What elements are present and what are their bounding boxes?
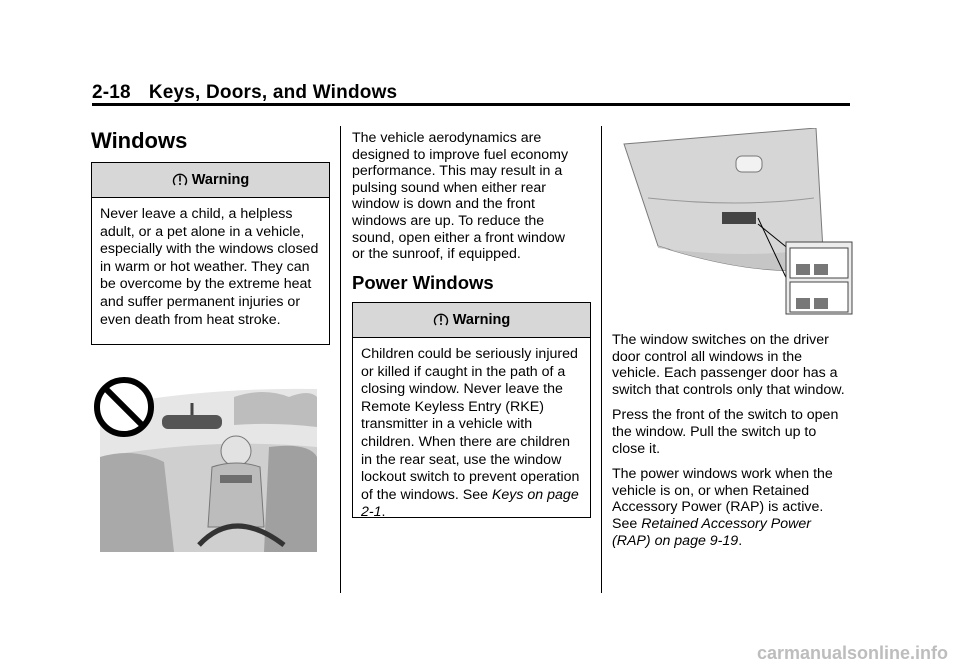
header-rule xyxy=(92,103,850,106)
child-warning-box xyxy=(91,162,330,345)
warning-label: Warning xyxy=(191,172,250,188)
window-switch-text xyxy=(612,332,852,558)
keys-cross-reference[interactable]: Keys on page 2-1 xyxy=(361,486,579,521)
child-in-car-illustration xyxy=(94,367,317,552)
warning-icon xyxy=(433,312,449,328)
warning-text: Never leave a child, a helpless adult, or a pet alone in a vehicle, especially with the windows closed in warm or hot weather. They can be overcome by the extreme heat and suffer permanent injuries or even death from heat stroke. xyxy=(100,206,319,328)
paragraph-driver-switches: The window switches on the driver door control all windows in the vehicle. Each passenger door has a switch that controls only that window. xyxy=(612,332,845,398)
door-switch-illustration xyxy=(618,128,858,318)
chapter-title: Keys, Doors, and Windows xyxy=(148,82,398,103)
column-divider-2 xyxy=(601,126,602,593)
warning-header xyxy=(92,163,329,198)
page-header xyxy=(92,82,397,104)
windows-heading: Windows xyxy=(91,128,188,153)
paragraph-switch-operation: Press the front of the switch to open the window. Pull the switch up to close it. xyxy=(612,407,839,457)
column-divider-1 xyxy=(340,126,341,593)
paragraph-rap: The power windows work when the vehicle is on, or when Retained Accessory Power (RAP) is active. See Retained Accessory Power (RAP) on page 9-19. xyxy=(612,466,833,549)
warning-text: Children could be seriously injured or killed if caught in the path of a closing window. Never leave the Remote Keyless Entry (RKE) transmitter in a vehicle with children. When there are children in the rear seat, use the window lockout switch to prevent operation of the windows. See Keys on page 2-1. xyxy=(361,346,580,521)
power-windows-heading: Power Windows xyxy=(352,272,494,293)
watermark: carmanualsonline.info xyxy=(756,643,948,663)
aerodynamics-paragraph: The vehicle aerodynamics are designed to improve fuel economy performance. This may result in a pulsing sound when either rear window is down and the front windows are up. To reduce the sound, open either a front window or the sunroof, if equipped. xyxy=(352,130,569,263)
warning-label: Warning xyxy=(452,312,511,328)
warning-icon xyxy=(172,172,188,188)
section-number: 2-18 xyxy=(92,82,131,103)
rap-cross-reference[interactable]: Retained Accessory Power (RAP) on page 9-19 xyxy=(612,515,812,549)
power-windows-warning-box xyxy=(352,302,591,521)
warning-header xyxy=(353,303,590,338)
